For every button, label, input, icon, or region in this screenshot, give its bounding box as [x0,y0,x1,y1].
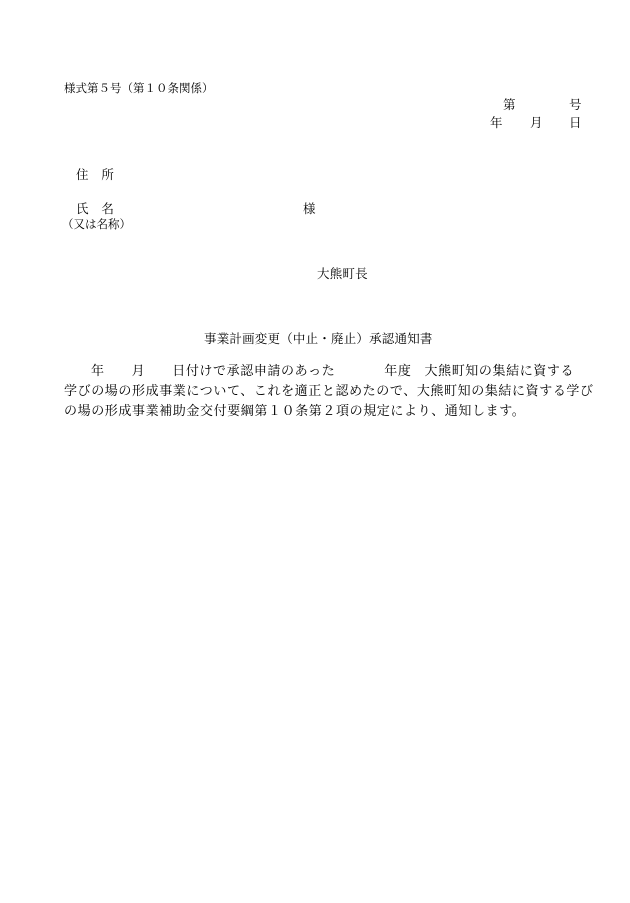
honorific: 様 [303,201,316,216]
body-text [64,362,594,422]
address-label: 住 所 [76,167,115,182]
body-line-3: の場の形成事業補助金交付要綱第１０条第２項の規定により、通知します。 [64,404,526,419]
date-day: 日 [569,115,582,130]
date-year: 年 [490,115,503,130]
body-line-1 [64,362,584,382]
doc-number-suffix: 号 [569,97,582,112]
name-label: 氏 名 [76,201,115,216]
form-number: 様式第５号（第１０条関係） [64,81,214,95]
issuer: 大熊町長 [317,266,368,281]
body-fiscal-year: 年度 [384,364,412,379]
document-title: 事業計画変更（中止・廃止）承認通知書 [204,331,433,346]
body-year: 年 [91,364,105,379]
doc-number-prefix: 第 [503,97,516,112]
date-month: 月 [530,115,543,130]
alt-name-label: （又は名称） [62,217,131,231]
body-month: 月 [131,364,146,379]
body-line-2: 学びの場の形成事業について、これを適正と認めたので、大熊町知の集結に資する学び [64,384,594,399]
body-application-text: 日付けで承認申請のあった [172,364,336,379]
body-line-1-tail: 大熊町知の集結に資する [424,364,575,379]
